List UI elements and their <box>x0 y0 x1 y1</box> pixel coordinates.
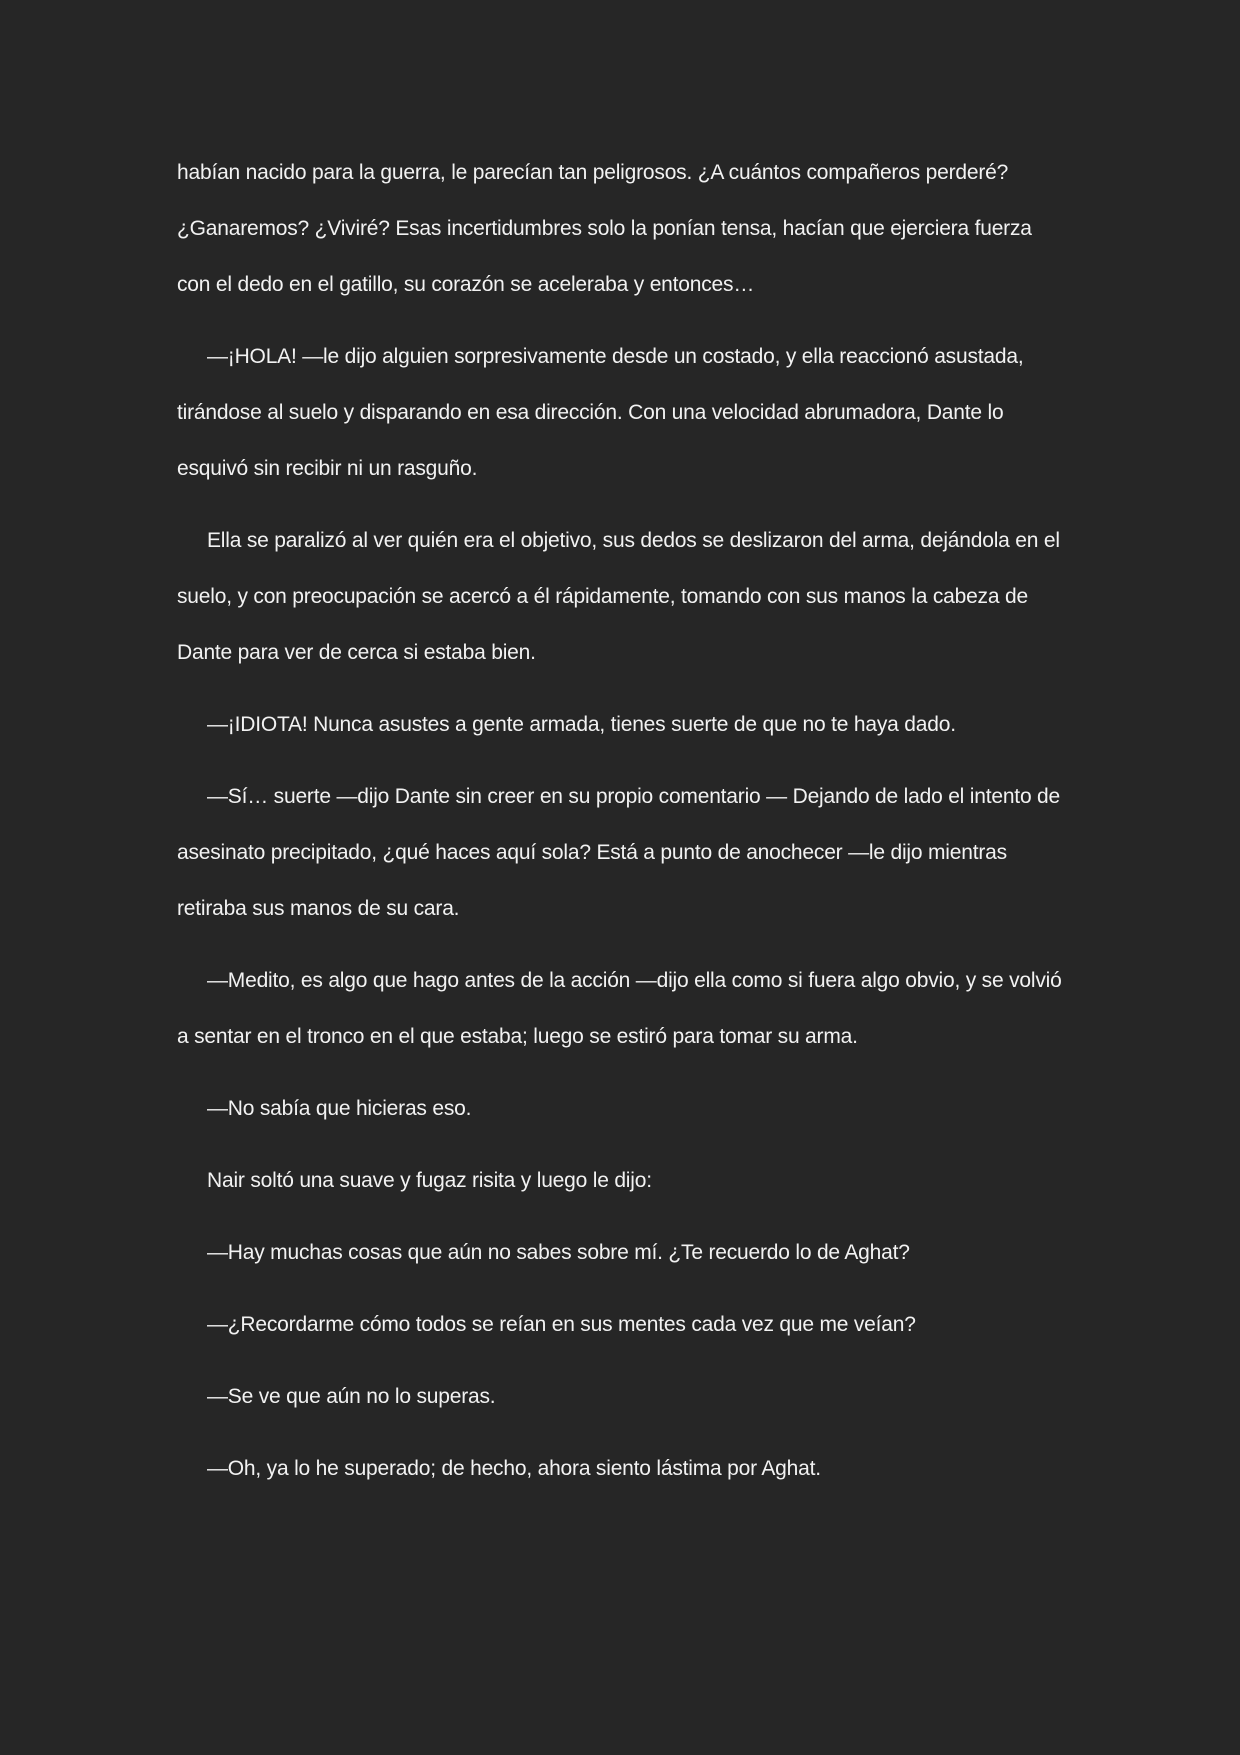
paragraph-11: —Se ve que aún no lo superas. <box>207 1385 496 1408</box>
paragraph-12: —Oh, ya lo he superado; de hecho, ahora siento lástima por Aghat. <box>207 1457 821 1480</box>
paragraph-1: habían nacido para la guerra, le parecían tan peligrosos. ¿A cuántos compañeros perderé? ¿Ganaremos? ¿Viviré? Esas incertidumbres solo la ponían tensa, hacían que ejerciera fuerza con el dedo en el gatillo, su corazón se aceleraba y entonces… <box>177 161 1032 296</box>
paragraph-4: —¡IDIOTA! Nunca asustes a gente armada, tienes suerte de que no te haya dado. <box>207 713 956 736</box>
document-page <box>177 145 1067 1513</box>
paragraph-9: —Hay muchas cosas que aún no sabes sobre mí. ¿Te recuerdo lo de Aghat? <box>207 1241 910 1264</box>
paragraph-10: —¿Recordarme cómo todos se reían en sus mentes cada vez que me veían? <box>207 1313 916 1336</box>
paragraph-5: —Sí… suerte —dijo Dante sin creer en su propio comentario — Dejando de lado el intento de asesinato precipitado, ¿qué haces aquí sola? Está a punto de anochecer —le dijo mientras retiraba sus manos de su cara. <box>177 785 1061 920</box>
paragraph-7: —No sabía que hicieras eso. <box>207 1097 472 1120</box>
paragraph-2: —¡HOLA! —le dijo alguien sorpresivamente desde un costado, y ella reaccionó asustada, tirándose al suelo y disparando en esa dirección. Con una velocidad abrumadora, Dante lo esquivó sin recibir ni un rasguño. <box>177 345 1024 480</box>
paragraph-8: Nair soltó una suave y fugaz risita y luego le dijo: <box>207 1169 652 1192</box>
paragraph-6: —Medito, es algo que hago antes de la acción —dijo ella como si fuera algo obvio, y se volvió a sentar en el tronco en el que estaba; luego se estiró para tomar su arma. <box>177 969 1062 1048</box>
paragraph-3: Ella se paralizó al ver quién era el objetivo, sus dedos se deslizaron del arma, dejándola en el suelo, y con preocupación se acercó a él rápidamente, tomando con sus manos la cabeza de Dante para ver de cerca si estaba bien. <box>177 529 1060 664</box>
